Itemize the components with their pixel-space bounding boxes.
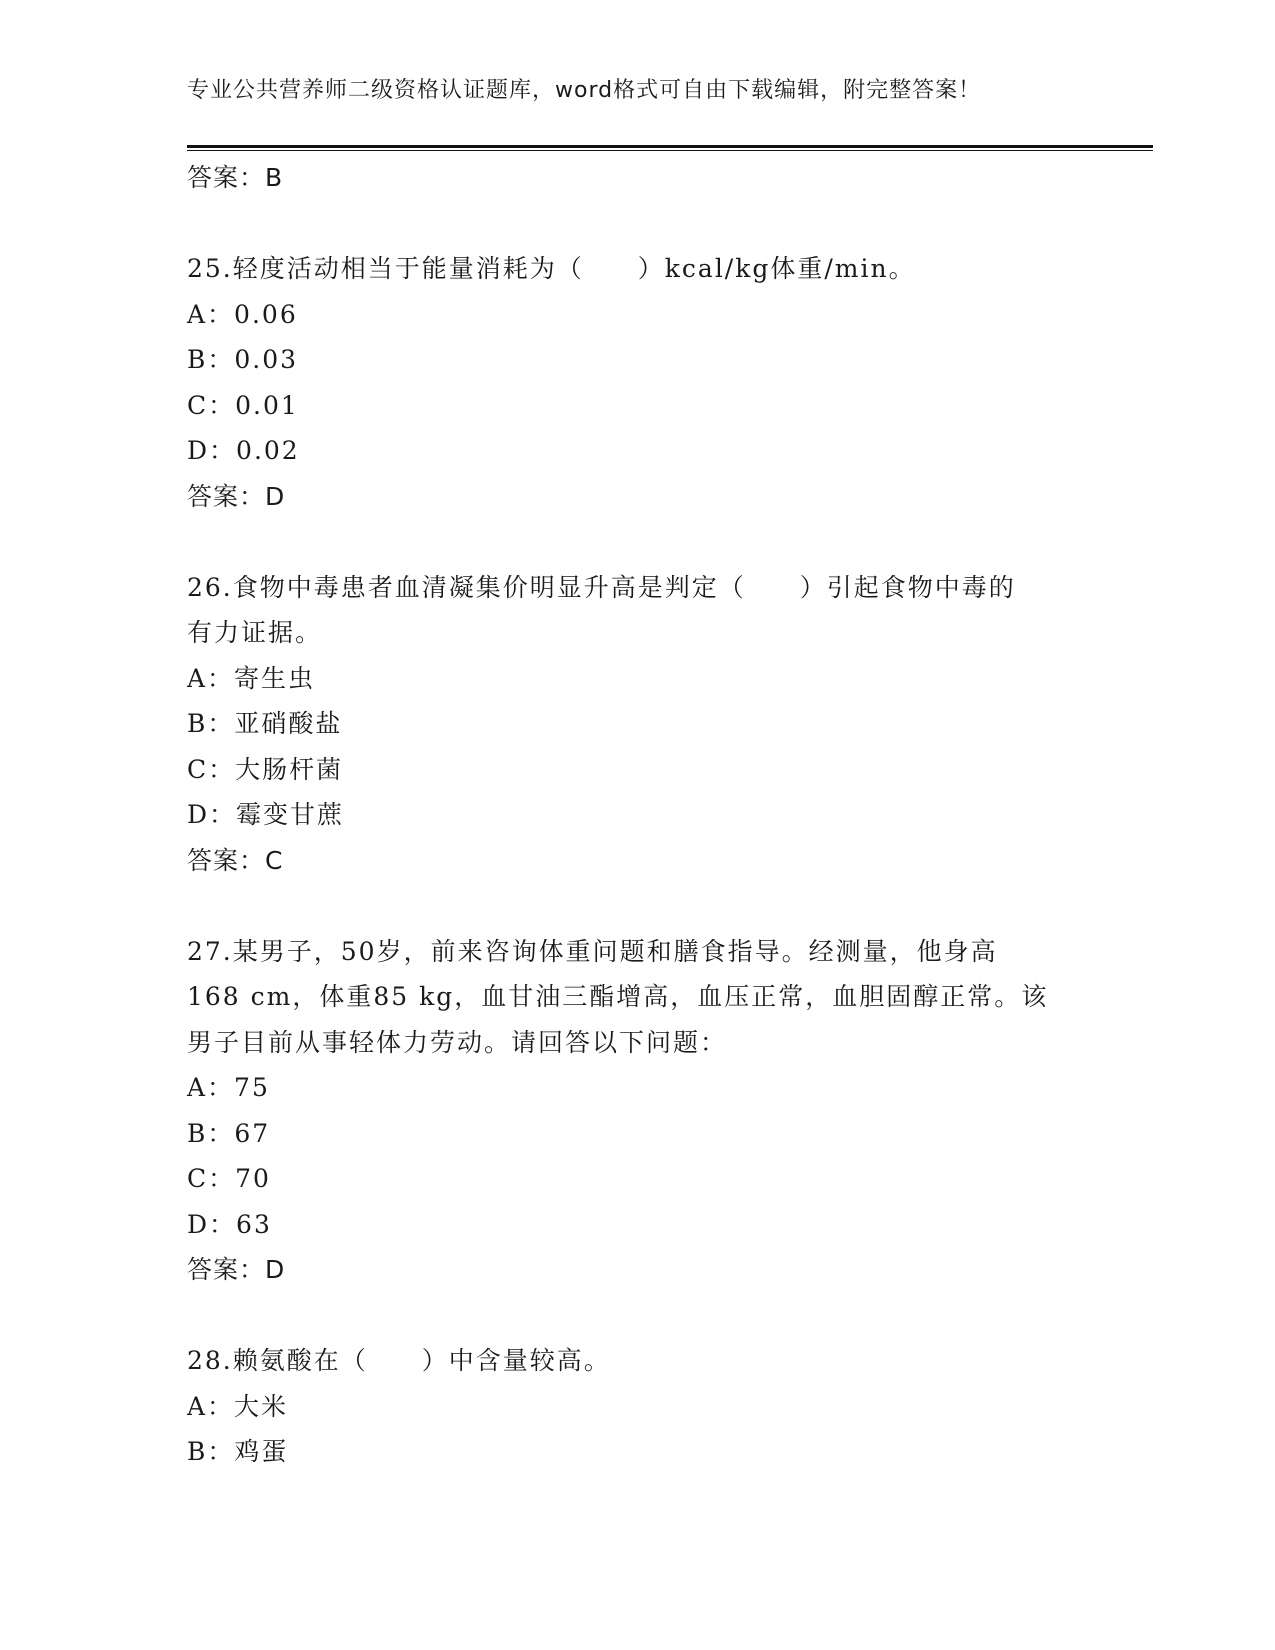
option-c: C：大肠杆菌: [187, 754, 344, 784]
answer-text: 答案：D: [187, 1255, 286, 1284]
option-b: B：亚硝酸盐: [187, 709, 343, 738]
header-divider: [187, 145, 1153, 151]
option-c: C：0.01: [187, 390, 299, 420]
question-stem: 28.赖氨酸在（ ）中含量较高。: [187, 1346, 611, 1375]
page-header: 专业公共营养师二级资格认证题库，word格式可自由下载编辑，附完整答案！: [187, 78, 982, 103]
option-a: A：大米: [187, 1391, 289, 1421]
option-c: C：70: [187, 1164, 271, 1193]
option-a: A：寄生虫: [187, 663, 316, 693]
option-d: D：63: [187, 1209, 272, 1239]
option-b: B：67: [187, 1118, 271, 1148]
question-stem-cont: 有力证据。: [187, 618, 323, 647]
option-a: A：0.06: [187, 299, 298, 329]
answer-text: 答案：B: [187, 163, 284, 192]
option-b: B：鸡蛋: [187, 1437, 289, 1466]
question-28: [187, 1338, 1087, 1475]
question-stem: 25.轻度活动相当于能量消耗为（ ）kcal/kg体重/min。: [187, 254, 916, 283]
option-b: B：0.03: [187, 345, 299, 374]
answer-text: 答案：C: [187, 845, 284, 875]
question-stem: 27.某男子，50岁，前来咨询体重问题和膳食指导。经测量，他身高: [187, 936, 998, 966]
question-stem: 26.食物中毒患者血清凝集价明显升高是判定（ ）引起食物中毒的: [187, 572, 1016, 602]
question-stem-cont: 168 cm，体重85 kg，血甘油三酯增高，血压正常，血胆固醇正常。该: [187, 982, 1049, 1011]
question-stem-cont: 男子目前从事轻体力劳动。请回答以下问题：: [187, 1027, 728, 1057]
question-26: [187, 565, 1087, 884]
question-25: [187, 246, 1087, 519]
option-a: A：75: [187, 1073, 270, 1102]
option-d: D：0.02: [187, 436, 300, 465]
answer-text: 答案：D: [187, 481, 286, 511]
question-list: [187, 155, 1087, 1475]
option-d: D：霉变甘蔗: [187, 800, 345, 829]
question-27: [187, 929, 1087, 1293]
